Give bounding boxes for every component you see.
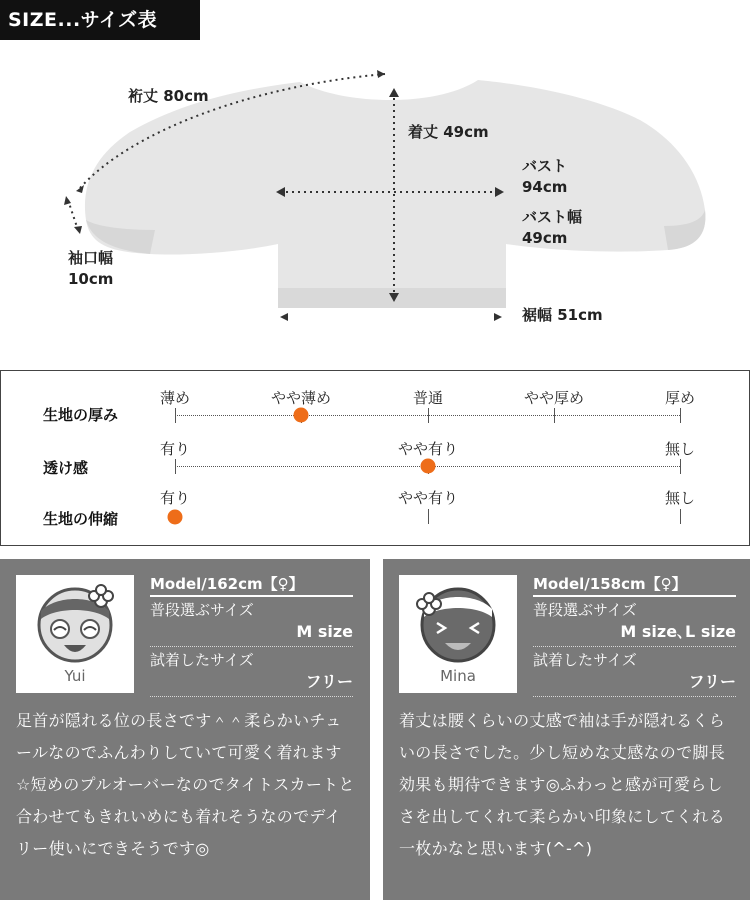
hem-width-label: 裾幅 51cm	[522, 306, 603, 324]
hem-arrow-left	[280, 313, 288, 321]
thickness-label: 生地の厚み	[43, 406, 119, 424]
cuff-width-label: 袖口幅 10cm	[68, 249, 114, 288]
model-title: Model/162cm【♀】	[150, 573, 353, 597]
tried-size-value: フリー	[688, 672, 736, 691]
tried-size-label: 試着したサイズ	[150, 651, 254, 669]
page-title: SIZE...サイズ表	[0, 0, 200, 40]
bust-label: バスト 94cm	[522, 157, 568, 196]
stretch-tick: 有り	[159, 489, 191, 507]
sleeve-length-label: 裄丈 80cm	[128, 87, 209, 105]
avatar	[399, 575, 517, 693]
fabric-scale	[0, 370, 750, 546]
size-diagram	[0, 40, 750, 360]
hem-arrow-right	[494, 313, 502, 321]
sheerness-indicator	[420, 459, 435, 474]
sheerness-tick: やや有り	[397, 440, 459, 458]
usual-size-label: 普段選ぶサイズ	[533, 601, 637, 619]
avatar	[16, 575, 134, 693]
thickness-tick: やや厚め	[523, 389, 585, 407]
model-comment: 足首が隠れる位の長さです＾＾柔らかいチュールなのでふんわりしていて可愛く着れます☆短めのプルオーバーなのでタイトスカートと合わせてもきれいめにも着れそうなのでデイリー使いにできそうです◎	[16, 711, 355, 858]
usual-size-value: M size	[296, 622, 353, 641]
model-name: Yui	[64, 667, 86, 685]
tried-size-value: フリー	[305, 672, 353, 691]
stretch-tick: やや有り	[397, 489, 459, 507]
stretch-tick: 無し	[664, 489, 696, 507]
tried-size-label: 試着したサイズ	[533, 651, 637, 669]
thickness-indicator	[294, 408, 309, 423]
length-label: 着丈 49cm	[408, 123, 489, 141]
stretch-label: 生地の伸縮	[43, 510, 119, 528]
thickness-tick: 普通	[412, 389, 444, 407]
model-panel-yui	[0, 559, 370, 900]
stretch-indicator	[168, 510, 183, 525]
usual-size-value: M size､L size	[620, 622, 736, 641]
bust-width-label: バスト幅 49cm	[522, 208, 583, 247]
thickness-tick: 薄め	[159, 389, 191, 407]
usual-size-label: 普段選ぶサイズ	[150, 601, 254, 619]
sheerness-tick: 無し	[664, 440, 696, 458]
model-panel-mina	[383, 559, 750, 900]
model-comment: 着丈は腰くらいの丈感で袖は手が隠れるくらいの長さでした。少し短めな丈感なので脚長効果も期待できます◎ふわっと感が可愛らしさを出してくれて柔らかい印象にしてくれる一枚かなと思います(^-^)	[399, 711, 726, 858]
sheerness-tick: 有り	[159, 440, 191, 458]
thickness-tick: 厚め	[664, 389, 696, 407]
cuff-width-line	[68, 200, 78, 230]
sheerness-label: 透け感	[43, 459, 89, 477]
garment-illustration	[0, 40, 750, 360]
model-title: Model/158cm【♀】	[533, 573, 736, 597]
garment-body	[85, 80, 705, 308]
thickness-tick: やや薄め	[270, 389, 332, 407]
model-name: Mina	[440, 667, 476, 685]
